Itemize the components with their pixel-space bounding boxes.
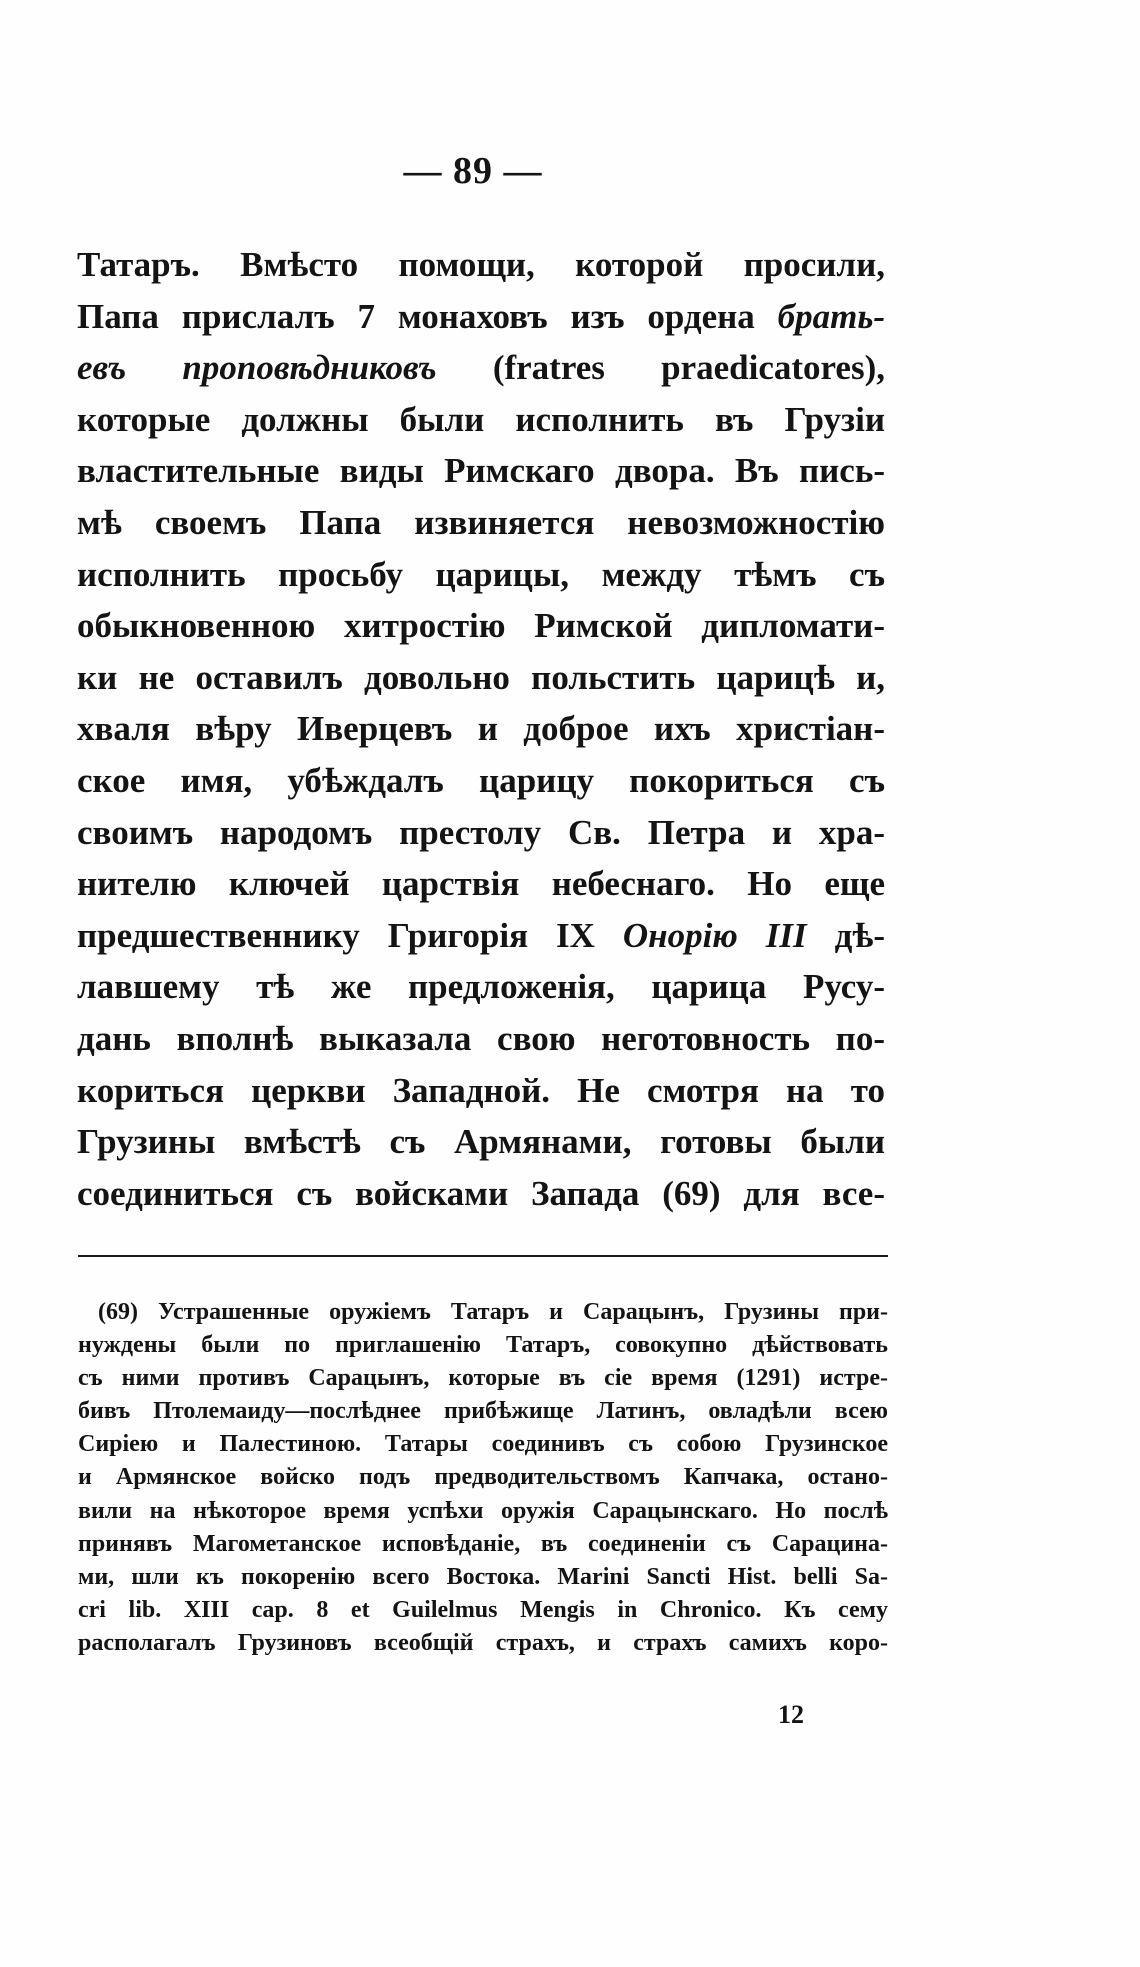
body-line-text: ское имя, убѣждалъ царицу покориться съ bbox=[77, 760, 885, 800]
body-line-text: мѣ своемъ Папа извиняется невозможностію bbox=[77, 502, 885, 542]
body-line bbox=[77, 239, 885, 291]
body-line bbox=[77, 652, 885, 704]
body-line bbox=[77, 600, 885, 652]
body-line-text: хваля вѣру Иверцевъ и доброе ихъ христіан- bbox=[77, 709, 885, 749]
body-line-text: которые должны были исполнить въ Грузіи bbox=[77, 399, 885, 439]
body-line-text: своимъ народомъ престолу Св. Петра и хра- bbox=[77, 812, 885, 852]
footnote bbox=[78, 1296, 888, 1660]
body-line-text: кориться церкви Западной. Не смотря на то bbox=[77, 1070, 885, 1110]
body-line-text: ки не оставилъ довольно польстить царицѣ и, bbox=[77, 657, 885, 697]
signature-mark: 12 bbox=[778, 1700, 804, 1729]
body-line bbox=[77, 291, 885, 343]
footnote-line: нуждены были по приглашенію Татаръ, совокупно дѣйствовать bbox=[78, 1332, 888, 1359]
italic-text: евъ проповѣдниковъ bbox=[77, 348, 437, 388]
footnote-line: бивъ Птолемаиду—послѣднее прибѣжище Латинъ, овладѣли всею bbox=[78, 1398, 888, 1425]
italic-text: Онорію III bbox=[622, 915, 807, 955]
body-line bbox=[77, 858, 885, 910]
body-line-text: исполнить просьбу царицы, между тѣмъ съ bbox=[77, 554, 885, 594]
main-text bbox=[77, 239, 885, 1219]
footnote-line: съ ними противъ Сарацынъ, которые въ сіе время (1291) истре- bbox=[78, 1365, 888, 1392]
page-number: — 89 — bbox=[403, 150, 543, 192]
body-line-text: предшественнику Григорія IX bbox=[77, 915, 623, 955]
body-line bbox=[77, 342, 885, 394]
body-line-text: нителю ключей царствія небеснаго. Но еще bbox=[77, 864, 885, 904]
body-line-text: соединиться съ войсками Запада (69) для все- bbox=[77, 1173, 885, 1213]
body-line bbox=[77, 1168, 885, 1220]
body-line-text: обыкновенною хитростію Римской дипломати- bbox=[77, 606, 885, 646]
body-line bbox=[77, 1116, 885, 1168]
body-line-text: Татаръ. Вмѣсто помощи, которой просили, bbox=[77, 245, 885, 284]
body-line bbox=[77, 961, 885, 1013]
body-line bbox=[77, 807, 885, 859]
body-line bbox=[77, 1013, 885, 1065]
body-line bbox=[77, 394, 885, 446]
body-line-text: властительные виды Римскаго двора. Въ пись- bbox=[77, 451, 885, 491]
footnote-line: cri lib. XIII cap. 8 et Guilelmus Mengis in Chronico. Къ сему bbox=[78, 1596, 888, 1623]
body-line bbox=[77, 1065, 885, 1117]
body-line-text: Папа прислалъ 7 монаховъ изъ ордена bbox=[77, 296, 778, 336]
body-line bbox=[77, 755, 885, 807]
body-line-text: (fratres praedicatores), bbox=[436, 348, 885, 388]
footnote-line: ми, шли къ покоренію всего Востока. Marini Sancti Hist. belli Sa- bbox=[78, 1563, 888, 1590]
footnote-line: вили на нѣкоторое время успѣхи оружія Сарацынскаго. Но послѣ bbox=[78, 1497, 888, 1524]
body-line-text: Грузины вмѣстѣ съ Армянами, готовы были bbox=[77, 1122, 885, 1162]
footnote-line: (69) Устрашенные оружіемъ Татаръ и Сарацынъ, Грузины при- bbox=[98, 1299, 888, 1325]
body-line-text: дань вполнѣ выказала свою неготовность по- bbox=[77, 1018, 885, 1058]
footnote-line: Сиріею и Палестиною. Татары соединивъ съ собою Грузинское bbox=[78, 1431, 888, 1458]
footnote-divider bbox=[78, 1255, 888, 1257]
footnote-line: принявъ Магометанское исповѣданіе, въ соединеніи съ Сарацина- bbox=[78, 1530, 888, 1557]
footnote-line: и Армянское войско подъ предводительствомъ Капчака, остано- bbox=[78, 1464, 888, 1491]
body-line bbox=[77, 445, 885, 497]
body-line bbox=[77, 549, 885, 601]
body-line-text: дѣ- bbox=[806, 915, 885, 955]
footnote-line: располагалъ Грузиновъ всеобщій страхъ, и страхъ самихъ коро- bbox=[78, 1629, 888, 1656]
body-line bbox=[77, 497, 885, 549]
body-line bbox=[77, 703, 885, 755]
body-line bbox=[77, 910, 885, 962]
italic-text: брать- bbox=[777, 296, 885, 336]
body-line-text: лавшему тѣ же предложенія, царица Русу- bbox=[77, 967, 885, 1007]
